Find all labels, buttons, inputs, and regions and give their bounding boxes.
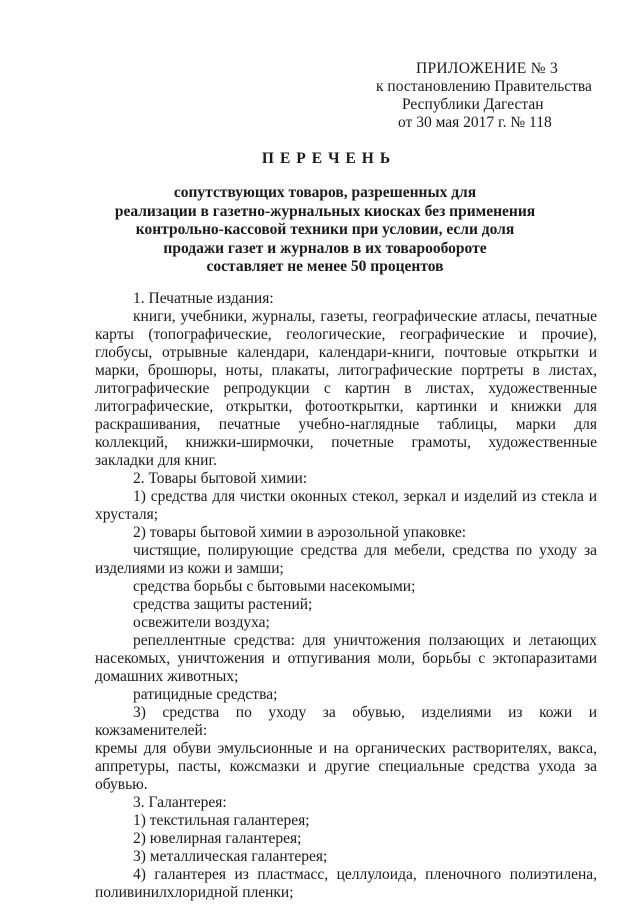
paragraph-item: 2) товары бытовой химии в аэрозольной упаковке: [133,524,467,541]
paragraph-printed-items: книги, учебники, журналы, газеты, географические атласы, печатные карты (топографические, геологические, географические и прочие), глобусы, отрывные календари, календари-книги, почтовые открытки и марки, брошюры, ноты, плакаты, литографические портреты в листах, литографические репродукции с картин в листах, художественные литографические, открытки, фотооткрытки, картинки и книжки для раскрашивания, печатные учебно-наглядные таблицы, марки для коллекций, книжки-ширмочки, почетные грамоты, художественные закладки для книг. [95,308,597,469]
paragraph-item: 3) средства по уходу за обувью, изделиями из кожи и кожзаменителей: [95,704,597,739]
section-heading-haberdashery: 3. Галантерея: [133,794,227,811]
paragraph-item: ратицидные средства; [133,686,278,703]
appendix-block [376,60,626,132]
paragraph-item: 3) металлическая галантерея; [133,848,328,865]
paragraph-item: 4) галантерея из пластмасс, целлулоида, пленочного полиэтилена, поливинилхлоридной пленки; [95,866,597,901]
paragraph-item: средства борьбы с бытовыми насекомыми; [133,578,416,595]
paragraph-item: репеллентные средства: для уничтожения ползающих и летающих насекомых, уничтожения и отпугивания моли, борьбы с эктопаразитами домашних животных; [95,632,597,685]
subheading-line: сопутствующих товаров, разрешенных для [173,184,477,201]
appendix-title: ПРИЛОЖЕНИЕ № 3 [416,60,559,77]
paragraph-item: освежители воздуха; [133,614,270,631]
appendix-republic-line: Республики Дагестан [402,96,544,113]
paragraph-item: 1) средства для чистки оконных стекол, зеркал и изделий из стекла и хрусталя; [95,488,597,523]
paragraph-item: 1) текстильная галантерея; [133,812,310,829]
document-body [95,290,597,902]
paragraph-item: кремы для обуви эмульсионные и на органических растворителях, вакса, аппретуры, пасты, кожсмазки и другие специальные средства ухода за обувью. [95,740,597,793]
section-heading-printed: 1. Печатные издания: [133,290,274,307]
subheading-line: продажи газет и журналов в их товарообороте [163,239,487,257]
appendix-date-line: от 30 мая 2017 г. № 118 [398,114,552,131]
subheading-line: составляет не менее 50 процентов [206,258,444,275]
subheading-line: контрольно-кассовой техники при условии, если доля [135,221,515,238]
section-heading-chemicals: 2. Товары бытовой химии: [133,470,308,487]
paragraph-item: 2) ювелирная галантерея; [133,830,302,847]
document-heading: ПЕРЕЧЕНЬ [261,150,397,167]
subheading-line: реализации в газетно-журнальных киосках без применения [114,202,536,220]
appendix-decree-line: к постановлению Правительства [376,78,592,95]
document-subheading [100,184,550,277]
paragraph-item: чистящие, полирующие средства для мебели, средства по уходу за изделиями из кожи и замши; [95,542,597,577]
paragraph-item: средства защиты растений; [133,596,313,613]
